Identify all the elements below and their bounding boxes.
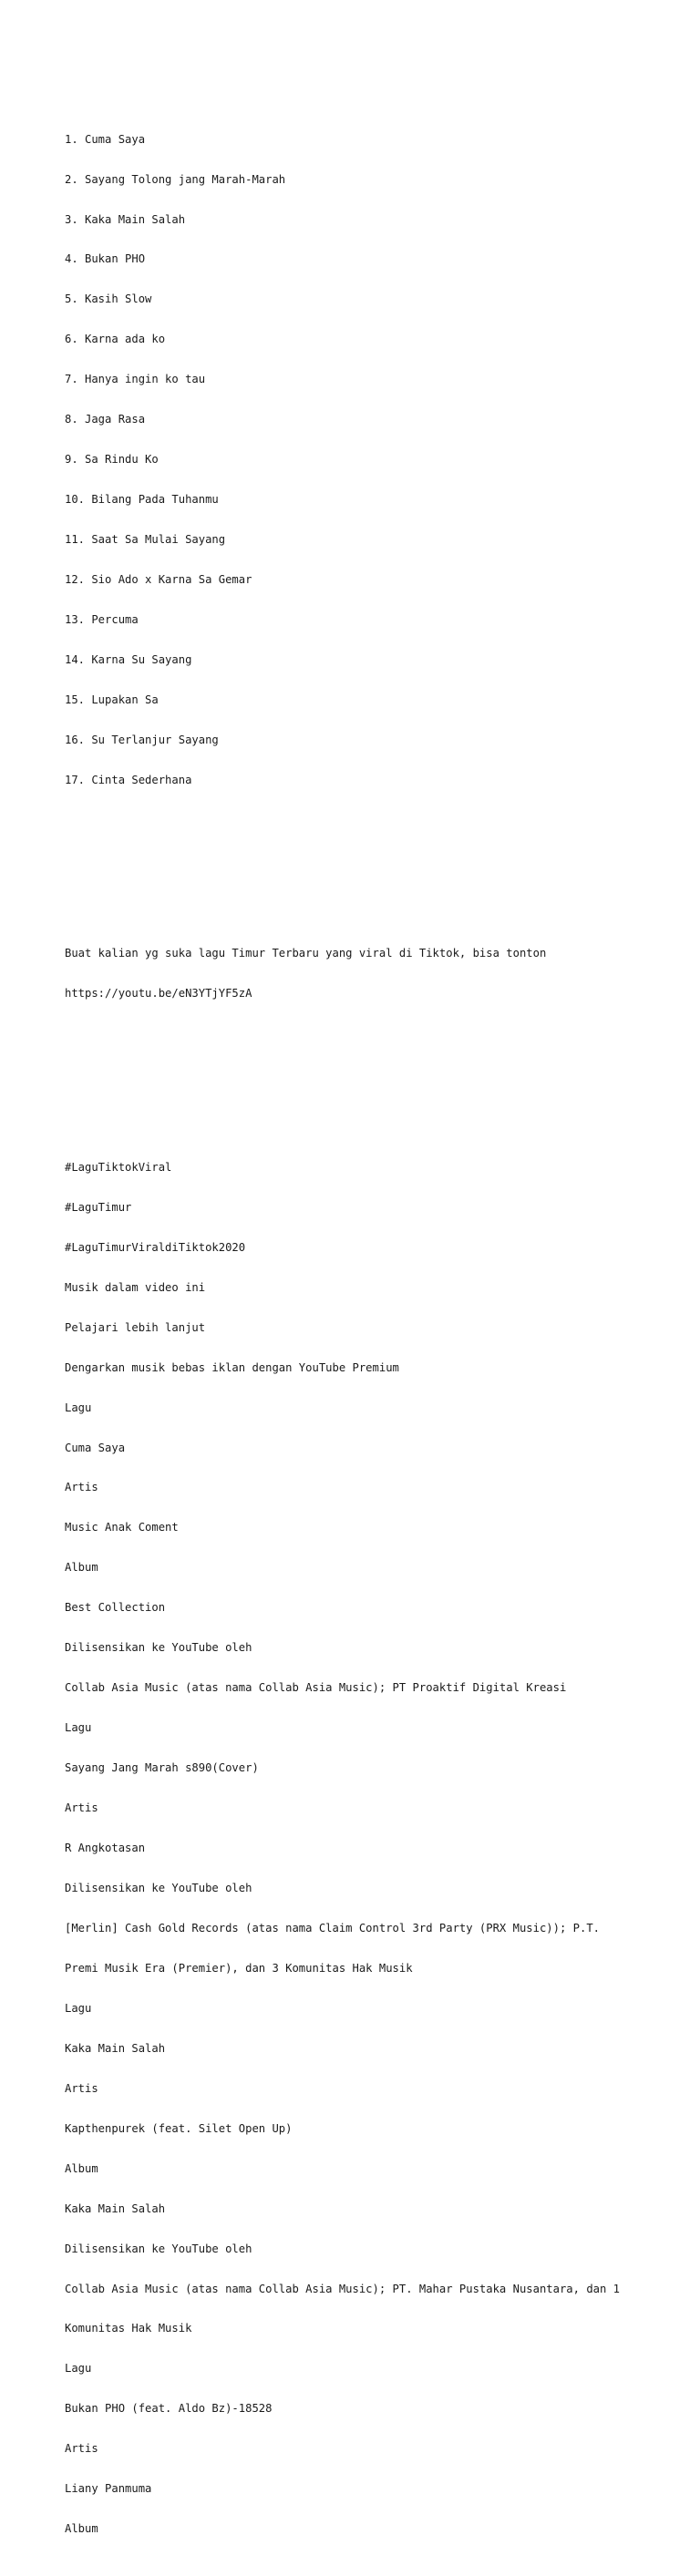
detail-line: Artis [65, 1801, 98, 1815]
blank-gap [65, 854, 685, 880]
tracklist-item: 16. Su Terlanjur Sayang [65, 733, 219, 746]
tracklist-item: 3. Kaka Main Salah [65, 212, 186, 226]
hashtag: #LaguTimur [65, 1200, 132, 1214]
detail-line: Artis [65, 2442, 98, 2456]
learn-more-text: Pelajari lebih lanjut [65, 1320, 206, 1334]
tracklist-item: 13. Percuma [65, 613, 139, 627]
detail-line: Bukan PHO (feat. Aldo Bz)-18528 [65, 2402, 273, 2416]
tracklist-item: 7. Hanya ingin ko tau [65, 373, 206, 386]
detail-line: Dilisensikan ke YouTube oleh [65, 1641, 252, 1655]
detail-line: Lagu [65, 1401, 92, 1414]
promo-paragraph [65, 920, 685, 1027]
detail-line: [Merlin] Cash Gold Records (atas nama Claim Control 3rd Party (PRX Music)); P.T. [65, 1921, 600, 1935]
tracklist [65, 106, 685, 814]
tracklist-item: 5. Kasih Slow [65, 292, 152, 306]
hashtag: #LaguTiktokViral [65, 1160, 172, 1174]
detail-line: Album [65, 2522, 98, 2536]
detail-line: Premi Musik Era (Premier), dan 3 Komunitas Hak Musik [65, 1961, 413, 1975]
section-heading: Musik dalam video ini [65, 1280, 206, 1294]
detail-line: Best Collection [65, 1601, 166, 1615]
promo-link[interactable]: https://youtu.be/eN3YTjYF5zA [65, 987, 252, 1001]
tracklist-item: 14. Karna Su Sayang [65, 653, 192, 667]
tracklist-item: 8. Jaga Rasa [65, 413, 146, 426]
detail-line: Cuma Saya [65, 1441, 126, 1454]
tracklist-item: 6. Karna ada ko [65, 333, 166, 346]
premium-text: Dengarkan musik bebas iklan dengan YouTube Premium [65, 1360, 399, 1374]
detail-line: Lagu [65, 2001, 92, 2015]
detail-line: Dilisensikan ke YouTube oleh [65, 1881, 252, 1894]
detail-line: Collab Asia Music (atas nama Collab Asia Music); PT. Mahar Pustaka Nusantara, dan 1 [65, 2282, 621, 2295]
detail-line: Album [65, 1561, 98, 1575]
detail-line: Music Anak Coment [65, 1521, 179, 1534]
tracklist-item: 11. Saat Sa Mulai Sayang [65, 533, 226, 547]
detail-line: Artis [65, 2081, 98, 2095]
tracklist-item: 1. Cuma Saya [65, 132, 146, 146]
detail-line: Kaka Main Salah [65, 2041, 166, 2055]
hashtag: #LaguTimurViraldiTiktok2020 [65, 1240, 246, 1254]
detail-line: Sayang Jang Marah s890(Cover) [65, 1761, 259, 1775]
music-details [65, 1134, 685, 2563]
tracklist-item: 15. Lupakan Sa [65, 693, 159, 706]
tracklist-item: 10. Bilang Pada Tuhanmu [65, 493, 219, 507]
detail-line: Komunitas Hak Musik [65, 2322, 192, 2335]
blank-gap [65, 1067, 685, 1093]
detail-line: Lagu [65, 1721, 92, 1735]
detail-line: Lagu [65, 2362, 92, 2376]
tracklist-item: 17. Cinta Sederhana [65, 773, 192, 786]
tracklist-item: 12. Sio Ado x Karna Sa Gemar [65, 573, 252, 587]
detail-line: Collab Asia Music (atas nama Collab Asia Music); PT Proaktif Digital Kreasi [65, 1681, 567, 1695]
detail-line: Artis [65, 1481, 98, 1494]
detail-line: Dilisensikan ke YouTube oleh [65, 2242, 252, 2255]
detail-line: Album [65, 2161, 98, 2175]
promo-text: Buat kalian yg suka lagu Timur Terbaru yang viral di Tiktok, bisa tonton [65, 947, 547, 960]
tracklist-item: 2. Sayang Tolong jang Marah-Marah [65, 172, 286, 186]
detail-line: Liany Panmuma [65, 2482, 152, 2496]
detail-line: Kaka Main Salah [65, 2201, 166, 2215]
tracklist-item: 4. Bukan PHO [65, 252, 146, 266]
detail-line: Kapthenpurek (feat. Silet Open Up) [65, 2121, 293, 2135]
detail-line: R Angkotasan [65, 1842, 146, 1855]
document-page [65, 79, 685, 2576]
tracklist-item: 9. Sa Rindu Ko [65, 453, 159, 467]
